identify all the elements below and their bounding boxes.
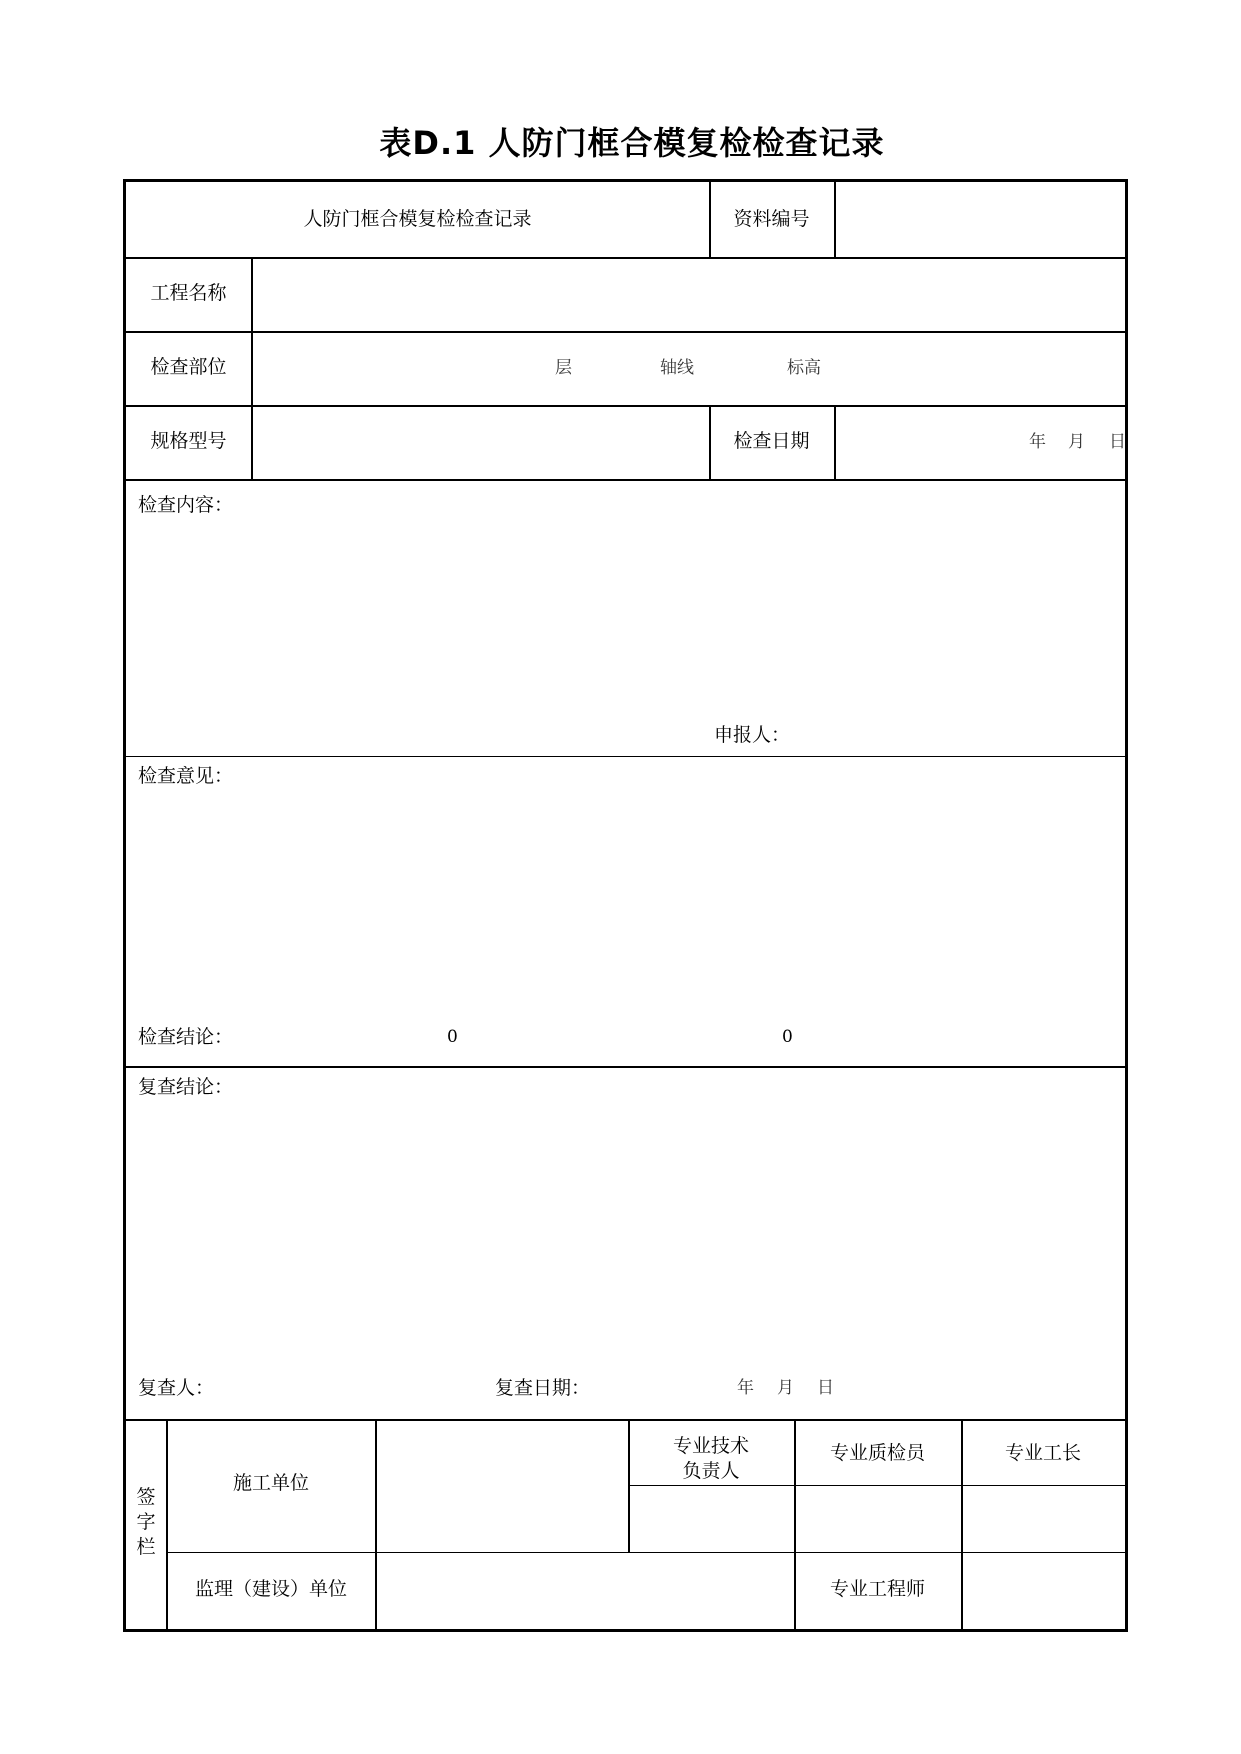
signature-column-label (134, 1485, 158, 1560)
form-name: 人防门框合模复检检查记录 (303, 208, 532, 230)
location-label: 检查部位 (150, 356, 227, 378)
row-divider (126, 331, 1125, 333)
axis-suffix: 轴线 (660, 358, 694, 378)
spec-label: 规格型号 (150, 430, 227, 452)
qc-inspector-sign-field[interactable] (797, 1488, 958, 1550)
row-divider (126, 1419, 1125, 1421)
row-divider (126, 405, 1125, 407)
row-divider (126, 1066, 1125, 1068)
engineer-sign-field[interactable] (964, 1555, 1122, 1627)
tech-lead-line2: 负责人 (682, 1460, 740, 1482)
contractor-sign-field[interactable] (378, 1422, 626, 1552)
record-form-table (123, 179, 1128, 1632)
supervision-sign-field[interactable] (378, 1555, 792, 1627)
signature-char: 签 (136, 1486, 156, 1508)
date-day: 日 (1109, 432, 1126, 452)
conclusion-value: 0 (782, 1027, 793, 1047)
recheck-year: 年 (737, 1378, 754, 1398)
check-date-label: 检查日期 (733, 430, 810, 452)
foreman-sign-field[interactable] (964, 1488, 1122, 1550)
recheck-date-label: 复查日期： (495, 1377, 591, 1399)
project-name-label: 工程名称 (150, 282, 227, 304)
row-divider (166, 1552, 1125, 1553)
opinion-label: 检查意见： (138, 765, 234, 787)
row-divider (126, 257, 1125, 259)
recheck-label: 复查结论： (138, 1076, 234, 1098)
column-divider (834, 405, 836, 480)
supervision-label: 监理（建设）单位 (194, 1578, 347, 1600)
foreman-label: 专业工长 (1004, 1442, 1081, 1464)
signature-char: 栏 (136, 1536, 156, 1558)
reporter-label: 申报人： (714, 724, 791, 746)
qc-inspector-label: 专业质检员 (829, 1442, 925, 1464)
doc-no-label: 资料编号 (733, 208, 810, 230)
row-divider (126, 756, 1125, 757)
recheck-month: 月 (777, 1378, 794, 1398)
column-divider (251, 257, 253, 480)
content-label: 检查内容： (138, 494, 234, 516)
recheck-day: 日 (817, 1378, 834, 1398)
floor-suffix: 层 (555, 358, 572, 378)
engineer-label: 专业工程师 (829, 1578, 925, 1600)
tech-lead-line1: 专业技术 (672, 1435, 749, 1457)
signature-char: 字 (136, 1511, 156, 1533)
conclusion-label: 检查结论： (138, 1026, 234, 1048)
row-divider (629, 1485, 1125, 1486)
date-month: 月 (1068, 432, 1085, 452)
tech-lead-sign-field[interactable] (631, 1488, 791, 1550)
conclusion-value: 0 (447, 1027, 458, 1047)
column-divider (834, 182, 836, 258)
date-year: 年 (1029, 432, 1046, 452)
rechecker-label: 复查人： (138, 1377, 215, 1399)
row-divider (126, 479, 1125, 481)
contractor-label: 施工单位 (232, 1472, 309, 1494)
elevation-suffix: 标高 (787, 358, 821, 378)
page-title: 表D.1 人防门框合模复检检查记录 (379, 124, 885, 162)
tech-lead-label (628, 1434, 794, 1484)
